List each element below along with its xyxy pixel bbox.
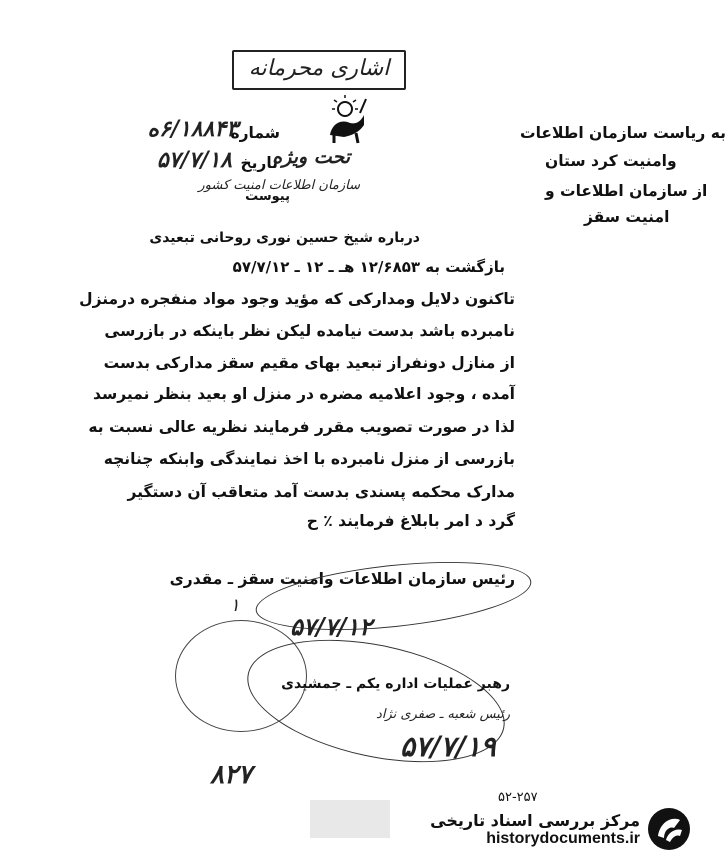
watermark-english: historydocuments.ir	[486, 830, 640, 847]
number-value: ۶/۱۸۸۴۳ه	[147, 116, 238, 142]
handwritten-date-2: ۵۷/۷/۱۹	[400, 730, 496, 763]
date-value: ۵۷/۷/۱۸	[156, 147, 232, 173]
from-line-2: امنیت سقز	[584, 208, 670, 226]
to-line-1: به ریاست سازمان اطلاعات	[520, 124, 726, 142]
classification-stamp	[232, 50, 406, 90]
to-line-2: وامنیت کرد ستان	[545, 152, 677, 170]
from-line-1: از سازمان اطلاعات و	[545, 182, 708, 200]
subject-line: درباره شیخ حسین نوری روحانی تبعیدی	[149, 230, 420, 246]
body-line-7: مدارک محکمه پسندی بدست آمد متعاقب آن دستگیر	[127, 483, 515, 501]
body-line-3: از منازل دونفراز تبعید بهای مقیم سقز مدارکی بدست	[103, 354, 515, 372]
body-line-6: بازرسی از منزل نامبرده با اخذ نمایندگی وابنکه چنانچه	[103, 450, 515, 468]
reference-line: بازگشت به ۱۲/۶۸۵۳ هـ ـ ۱۲ ـ ۵۷/۷/۱۲	[232, 258, 505, 276]
attachment-label: پیوست	[245, 189, 290, 204]
annotation-1: رهبر عملیات اداره یکم ـ جمشیدی	[281, 676, 510, 692]
margin-number: ۱	[230, 595, 240, 616]
number-label: شماره	[230, 124, 280, 142]
watermark-arabic: مرکز بررسی اسناد تاریخی	[430, 811, 640, 830]
body-line-8: گرد د امر بابلاغ فرمایند ٪ ح	[306, 512, 515, 530]
body-line-2: نامبرده باشد بدست نیامده لیکن نظر باینکه در بازرسی	[104, 322, 515, 340]
annotation-2: رئیس شعبه ـ صفری نژاد	[376, 707, 510, 722]
archive-logo-icon	[646, 806, 692, 852]
stamp-title: اشاری محرمانه	[248, 56, 390, 81]
bottom-number: ۵۲-۲۵۷	[498, 790, 538, 805]
watermark	[430, 811, 640, 848]
handwritten-number: ۸۲۷	[210, 760, 252, 790]
signature-title: رئیس سازمان اطلاعات وامنیت سقز ـ مقدری	[169, 570, 515, 588]
body-line-4: آمده ، وجود اعلامیه مضره در منزل او بعید بنظر نمیرسد	[93, 385, 515, 403]
bottom-smudge	[310, 800, 390, 838]
classification-handwritten: تحت ویژه	[272, 146, 350, 168]
body-line-1: تاکنون دلایل ومدارکی که مؤید وجود مواد منفجره درمنزل	[79, 290, 515, 308]
signature-date: ۵۷/۷/۱۲	[290, 612, 372, 641]
org-handwritten: سازمان اطلاعات امنیت کشور	[198, 178, 360, 193]
body-line-5: لذا در صورت تصویب مقرر فرمایند نظریه عالی نسبت به	[88, 418, 515, 436]
lion-and-sun-emblem-icon	[320, 95, 370, 145]
date-label: تاریخ	[240, 154, 278, 172]
